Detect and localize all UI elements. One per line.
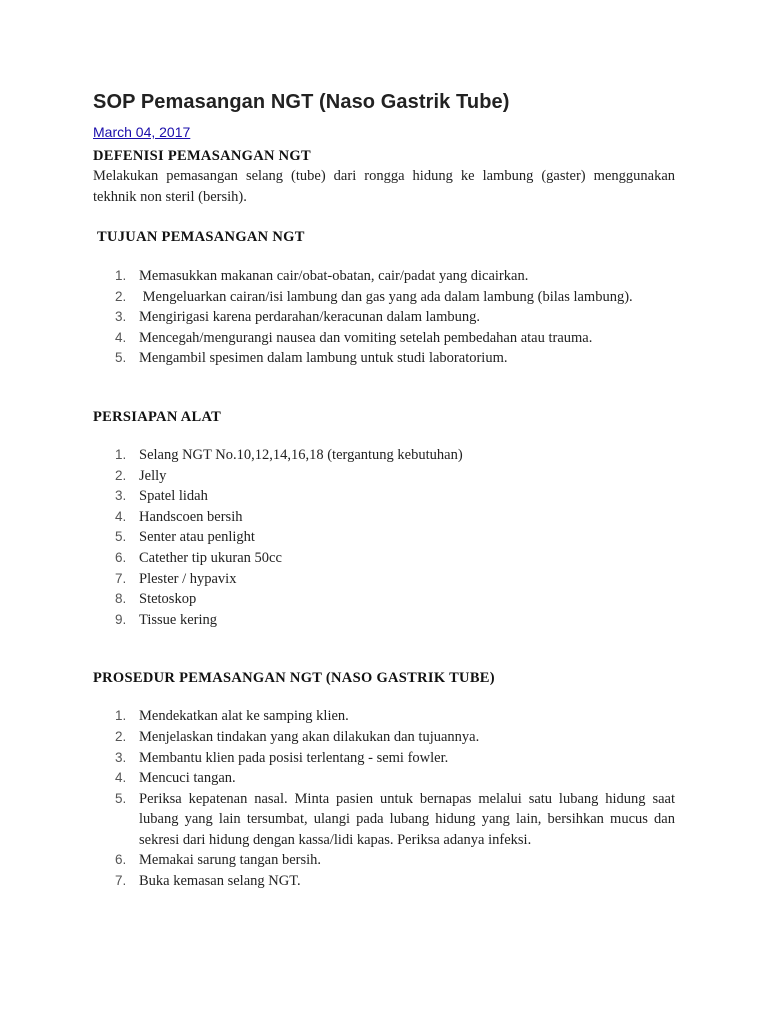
list-item-text: Membantu klien pada posisi terlentang - semi fowler.	[139, 749, 449, 766]
section-heading-alat: PERSIAPAN ALAT	[93, 408, 222, 425]
list-number: 1.	[115, 446, 127, 462]
list-item	[93, 610, 675, 631]
list-item	[93, 445, 675, 466]
list-item	[93, 348, 675, 369]
list-item	[93, 569, 675, 590]
list-item-text: Mengirigasi karena perdarahan/keracunan dalam lambung.	[139, 309, 481, 326]
list-item	[93, 850, 675, 871]
list-item-text: Senter atau penlight	[139, 529, 255, 546]
list-item-text: Plester / hypavix	[139, 570, 237, 587]
list-number: 4.	[115, 770, 127, 786]
section-heading-tujuan: TUJUAN PEMASANGAN NGT	[97, 229, 305, 245]
list-item-text: Mengambil spesimen dalam lambung untuk studi laboratorium.	[139, 350, 508, 367]
list-number: 3.	[115, 488, 127, 504]
list-item	[93, 486, 675, 507]
list-item-text: Handscoen bersih	[139, 508, 243, 525]
list-item	[93, 466, 675, 487]
list-item	[93, 768, 675, 789]
list-number: 6.	[115, 852, 127, 868]
list-item	[93, 507, 675, 528]
list-item-text: Spatel lidah	[139, 488, 208, 505]
list-number: 3.	[115, 309, 127, 325]
list-number: 5.	[115, 790, 127, 806]
list-item	[93, 266, 675, 287]
list-item-text: Buka kemasan selang NGT.	[139, 873, 301, 890]
list-item	[93, 727, 675, 748]
list-item-text: Stetoskop	[139, 591, 197, 608]
list-number: 2.	[115, 467, 127, 483]
list-item	[93, 527, 675, 548]
list-number: 5.	[115, 529, 127, 545]
document-page	[93, 88, 675, 892]
list-item	[93, 748, 675, 769]
list-item	[93, 871, 675, 892]
list-tujuan	[93, 266, 675, 369]
list-number: 4.	[115, 329, 127, 345]
list-number: 9.	[115, 611, 127, 627]
list-item-text: Catether tip ukuran 50cc	[139, 549, 282, 566]
list-number: 2.	[115, 288, 127, 304]
list-alat	[93, 445, 675, 630]
list-item	[93, 307, 675, 328]
list-item-text: Mencuci tangan.	[139, 770, 236, 787]
section-heading-prosedur: PROSEDUR PEMASANGAN NGT (NASO GASTRIK TUBE)	[93, 670, 495, 687]
section-heading-defenisi: DEFENISI PEMASANGAN NGT	[93, 148, 311, 164]
list-prosedur	[93, 706, 675, 891]
list-number: 1.	[115, 708, 127, 724]
list-item	[93, 706, 675, 727]
list-number: 5.	[115, 350, 127, 366]
list-item	[93, 589, 675, 610]
section-text-defenisi: Melakukan pemasangan selang (tube) dari rongga hidung ke lambung (gaster) menggunakan tekhnik non steril (bersih).	[93, 168, 675, 205]
list-number: 7.	[115, 873, 127, 889]
list-number: 7.	[115, 570, 127, 586]
list-number: 8.	[115, 591, 127, 607]
post-date-link[interactable]: March 04, 2017	[93, 124, 191, 140]
list-item	[93, 789, 675, 851]
list-item-text: Jelly	[139, 467, 167, 484]
list-number: 4.	[115, 508, 127, 524]
list-item	[93, 328, 675, 349]
list-item-text: Mengeluarkan cairan/isi lambung dan gas yang ada dalam lambung (bilas lambung).	[139, 288, 633, 305]
list-item-text: Menjelaskan tindakan yang akan dilakukan dan tujuannya.	[139, 728, 480, 745]
list-number: 2.	[115, 728, 127, 744]
list-item-text: Mendekatkan alat ke samping klien.	[139, 708, 349, 725]
list-item-text: Mencegah/mengurangi nausea dan vomiting setelah pembedahan atau trauma.	[139, 329, 593, 346]
list-item-text: Memasukkan makanan cair/obat-obatan, cair/padat yang dicairkan.	[139, 268, 529, 284]
list-number: 6.	[115, 549, 127, 565]
list-number: 1.	[115, 268, 127, 283]
list-item	[93, 548, 675, 569]
list-item-text: Memakai sarung tangan bersih.	[139, 852, 322, 869]
list-item	[93, 287, 675, 308]
list-item-text: Periksa kepatenan nasal. Minta pasien untuk bernapas melalui satu lubang hidung saat lubang yang lain tersumbat, ulangi pada lubang hidung yang lain, bersihkan mucus dan sekresi dari hidung dengan kassa/lidi kapas. Periksa adanya infeksi.	[139, 790, 675, 848]
list-number: 3.	[115, 749, 127, 765]
list-item-text: Selang NGT No.10,12,14,16,18 (tergantung kebutuhan)	[139, 446, 463, 463]
list-item-text: Tissue kering	[139, 611, 218, 628]
page-title: SOP Pemasangan NGT (Naso Gastrik Tube)	[93, 91, 510, 113]
